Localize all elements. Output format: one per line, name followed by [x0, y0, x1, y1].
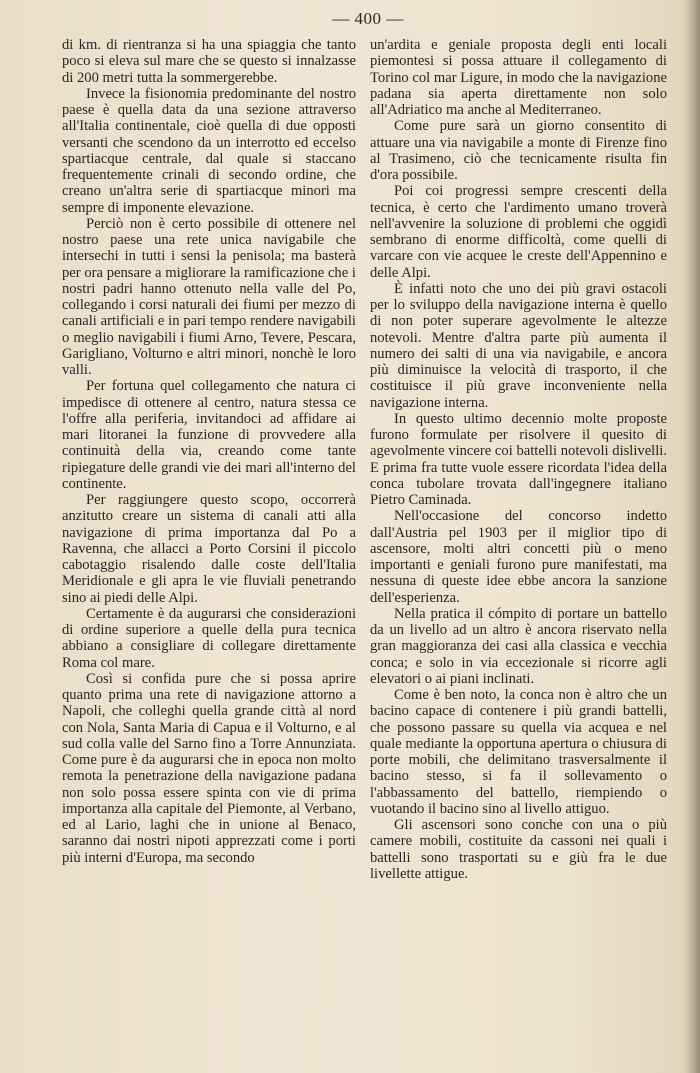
paragraph: Gli ascensori sono conche con una o più camere mobili, costituite da cassoni nei quali i battelli sono trasportati su e giù fra le due livellette attigue. [370, 817, 667, 882]
paragraph: Come è ben noto, la conca non è altro che un bacino capace di contenere i più grandi battelli, che possono passare su quella via acquea e nel quale mediante la opportuna apertura o chiusura di porte mobili, che delimitano trasversalmente il bacino stesso, si fa il sollevamento o l'abbassamento del battello, riempiendo o vuotando il bacino sino al livello attiguo. [370, 687, 667, 817]
paragraph: Certamente è da augurarsi che considerazioni di ordine superiore a quelle della pura tecnica abbiano a consigliare di collegare direttamente Roma col mare. [62, 605, 356, 671]
left-column [62, 37, 356, 866]
paragraph: In questo ultimo decennio molte proposte furono formulate per risolvere il quesito di agevolmente vincere coi battelli notevoli dislivelli. E prima fra tutte vuole essere ricordata l'idea della conca tubolare trovata dall'ingegnere italiano Pietro Caminada. [370, 410, 667, 508]
paragraph: Per raggiungere questo scopo, occorrerà anzitutto creare un sistema di canali atti alla navigazione di prima importanza dal Po a Ravenna, che allacci a Porto Corsini il piccolo cabotaggio risalendo dalle coste dell'Italia Meridionale e gli apra le vie fluviali penetrando sino ai piedi delle Alpi. [62, 492, 356, 606]
paragraph: Come pure sarà un giorno consentito di attuare una via navigabile a monte di Firenze fino al Trasimeno, ciò che tecnicamente risulta fin d'ora possibile. [370, 118, 667, 183]
page-number: — 400 — [332, 9, 404, 28]
paragraph: Nell'occasione del concorso indetto dall'Austria pel 1903 per il miglior tipo di ascensore, molti altri concetti più o meno importanti e geniali furono pure manifestati, ma nessuna di queste idee ebbe ancora la sanzione dell'esperienza. [370, 508, 667, 606]
paragraph: Così si confida pure che si possa aprire quanto prima una rete di navigazione attorno a Napoli, che colleghi quella grande città al nord con Nola, Santa Maria di Capua e il Volturno, e al sud colla valle del Sarno fino a Torre Annunziata. Come pure è da augurarsi che in epoca non molto remota la penetrazione della navigazione padana non solo possa essere spinta con vie di prima importanza alla capitale del Piemonte, al Verbano, ed al Lario, laghi che in unione al Benaco, saranno dai nostri nipoti apprezzati come i porti più interni d'Europa, ma secondo [62, 670, 356, 866]
paragraph: di km. di rientranza si ha una spiaggia che tanto poco si eleva sul mare che se questo si innalzasse di 200 metri tutta la sommergerebbe. [62, 37, 356, 86]
paragraph: Per fortuna quel collegamento che natura ci impedisce di ottenere al centro, natura stessa ce l'offre alla periferia, invitandoci ad affidare ai mari litoranei la funzione di provvedere alla continuità della via, creando come tante ripiegature delle grandi vie dei mari all'interno del continente. [62, 378, 356, 492]
paragraph: Invece la fisionomia predominante del nostro paese è quella data da una sezione attraverso all'Italia continentale, cioè quella di due opposti versanti che scendono da un interrotto ed eccelso spartiacque centrale, dal quale si staccano frequentemente crinali di secondo ordine, che creano un'altra serie di spartiacque minori ma sempre di imponente elevazione. [62, 85, 356, 216]
paragraph: Perciò non è certo possibile di ottenere nel nostro paese una rete unica navigabile che intersechi in tutti i sensi la penisola; ma basterà per ora pensare a migliorare la ramificazione che i nostri padri hanno ottenuto nella valle del Po, collegando i corsi naturali dei fiumi per mezzo di canali artificiali e in pari tempo rendere navigabili o meglio navigabili i fiumi Arno, Tevere, Pescara, Garigliano, Volturno e altri minori, nonchè le loro valli. [62, 215, 356, 378]
right-column [370, 37, 667, 882]
page-edge-shadow [686, 0, 700, 1073]
paragraph: Nella pratica il cómpito di portare un battello da un livello ad un altro è ancora riservato nella gran maggioranza dei casi alla classica e vecchia conca; e solo in via eccezionale si ricorre agli elevatori o ai piani inclinati. [370, 605, 667, 687]
paragraph: un'ardita e geniale proposta degli enti locali piemontesi si possa attuare il collegamento di Torino col mar Ligure, in modo che la navigazione padana sia aperta direttamente non solo all'Adriatico ma anche al Mediterraneo. [370, 37, 667, 118]
paragraph: È infatti noto che uno dei più gravi ostacoli per lo sviluppo della navigazione interna è quello di non poter superare agevolmente le altezze notevoli. Mentre d'altra parte più aumenta il numero dei salti di una via navigabile, e ancora più diminuisce la velocità di trasporto, il che costituisce il più grave inconveniente nella navigazione interna. [370, 280, 667, 411]
paragraph: Poi coi progressi sempre crescenti della tecnica, è certo che l'ardimento umano troverà nell'avvenire la soluzione di problemi che oggidì sembrano di enorme difficoltà, come quelli di varcare con vie acquee le creste dell'Appennino e delle Alpi. [370, 183, 667, 281]
